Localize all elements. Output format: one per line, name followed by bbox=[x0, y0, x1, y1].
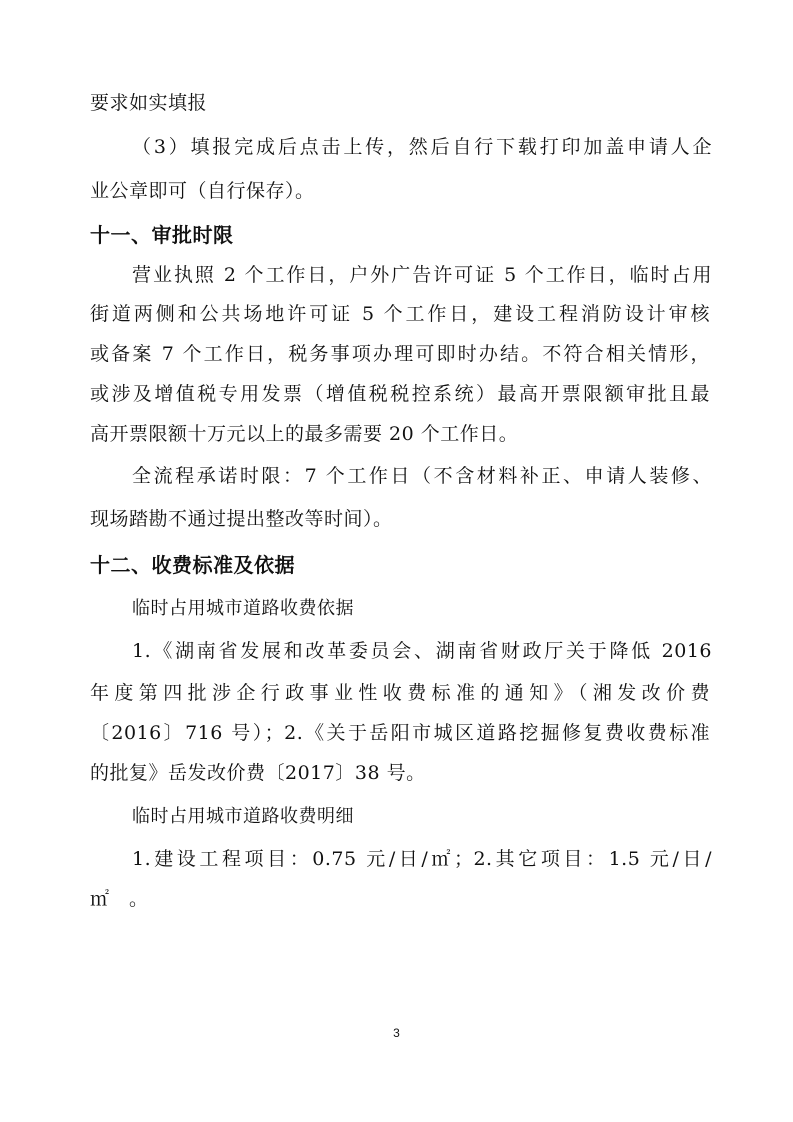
text-line: 街道两侧和公共场地许可证 5 个工作日，建设工程消防设计审核 bbox=[90, 303, 710, 325]
section-heading: 十一、审批时限 bbox=[90, 223, 234, 247]
text-line: 高开票限额十万元以上的最多需要 20 个工作日。 bbox=[90, 423, 519, 445]
subheading: 临时占用城市道路收费明细 bbox=[132, 806, 354, 827]
text-line: 或备案 7 个工作日，税务事项办理可即时办结。不符合相关情形， bbox=[90, 343, 710, 365]
section-heading: 十二、收费标准及依据 bbox=[90, 553, 295, 577]
text-line: ㎡ 。 bbox=[90, 888, 149, 910]
text-line: 年度第四批涉企行政事业性收费标准的通知》（湘发改价费 bbox=[90, 682, 710, 704]
text-line: 的批复》岳发改价费〔2017〕38 号。 bbox=[90, 762, 426, 784]
text-line: 1.《湖南省发展和改革委员会、湖南省财政厅关于降低 2016 bbox=[132, 640, 712, 662]
text-line: 现场踏勘不通过提出整改等时间）。 bbox=[90, 508, 393, 530]
text-line: 或涉及增值税专用发票（增值税税控系统）最高开票限额审批且最 bbox=[90, 383, 710, 405]
text-line: 全流程承诺时限：7 个工作日（不含材料补正、申请人装修、 bbox=[132, 465, 712, 487]
text-line: 1.建设工程项目：0.75 元/日/㎡；2.其它项目：1.5 元/日/ bbox=[132, 848, 712, 870]
text-line: 要求如实填报 bbox=[90, 92, 208, 114]
text-line: 〔2016〕716 号）；2.《关于岳阳市城区道路挖掘修复费收费标准 bbox=[90, 722, 710, 744]
subheading: 临时占用城市道路收费依据 bbox=[132, 598, 354, 619]
text-line: （3）填报完成后点击上传，然后自行下载打印加盖申请人企 bbox=[132, 136, 712, 158]
page-number: 3 bbox=[393, 1026, 400, 1040]
text-line: 业公章即可（自行保存）。 bbox=[90, 180, 315, 202]
text-line: 营业执照 2 个工作日，户外广告许可证 5 个工作日，临时占用 bbox=[132, 264, 712, 286]
